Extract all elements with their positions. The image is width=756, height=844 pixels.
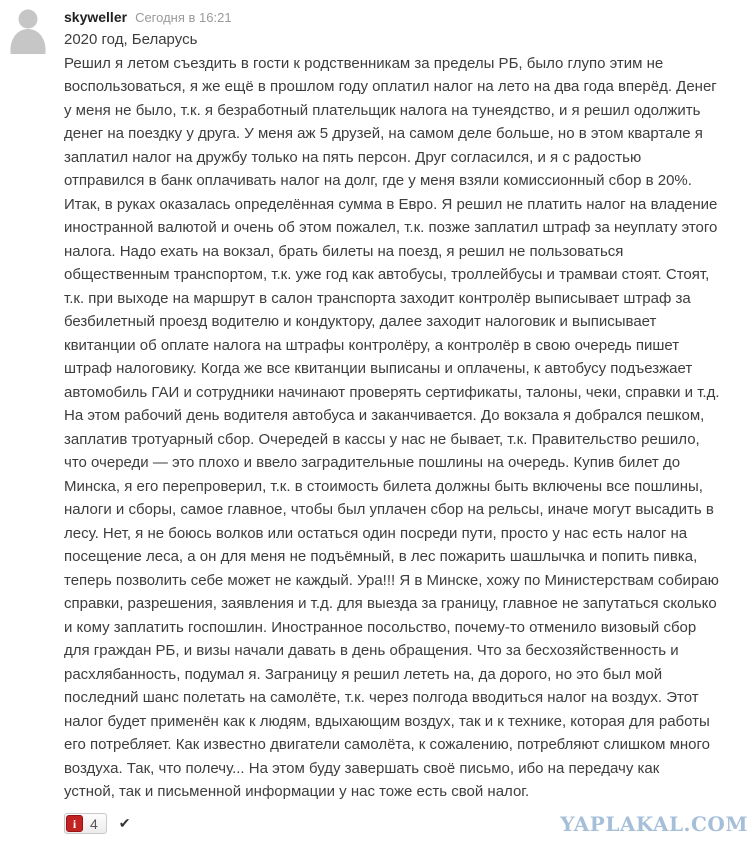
post-text-line: расхлябанность, подумал я. Заграницу я решил лететь на, да дорого, но это был мой: [64, 665, 663, 683]
post-content: [64, 8, 748, 836]
post-text-line: общественным транспортом, т.к. уже год как автобусы, троллейбусы и трамваи стоят. Стоят,: [64, 266, 710, 283]
post-text-line: заплатил налог на дружбу только на пять персон. Друг согласился, и я с радостью: [64, 148, 642, 166]
post-footer: [64, 812, 748, 836]
post-text-line: штраф налоговику. Когда же все квитанции выписаны и оплачены, к автобусу подъезжает: [64, 360, 693, 377]
post-text-line: у меня не было, т.к. я безработный плательщик налога на тунеядство, и я решил одолжить: [64, 101, 701, 119]
author-name[interactable]: skyweller: [64, 9, 128, 25]
post-text-line: 2020 год, Беларусь: [64, 31, 198, 48]
footer-controls: [64, 813, 131, 834]
post-text-line: посещение леса, а он для меня не подъёмный, в лес пожарить шашлычка и попить пивка,: [64, 548, 698, 565]
info-icon: i: [66, 815, 83, 832]
user-silhouette-icon: [8, 8, 48, 54]
post-text-line: налог будет применён как к людям, вдыхающим воздух, так и к технике, которая для работы: [64, 712, 710, 730]
check-icon[interactable]: ✔: [118, 815, 131, 831]
post-text-line: лесу. Нет, я не боюсь волков или остаться один посреди пути, просто у нас есть налог на: [64, 524, 688, 542]
post-text: [64, 28, 748, 804]
post-text-line: и кому заплатить госпошлин. Иностранное посольство, почему-то отменило визовый сбор: [64, 618, 697, 636]
info-rating-badge[interactable]: [64, 813, 107, 834]
post-text-line: теперь позволить себе может не каждый. Ура!!! Я в Минске, хожу по Министерствам собираю: [64, 571, 719, 589]
post-text-line: воздуха. Так, что полечу... На этом буду завершать своё письмо, ибо на передачу как: [64, 759, 660, 777]
post-text-line: заплатив тротуарный сбор. Очередей в кассы у нас не бывает, т.к. Правительство решило,: [64, 430, 700, 448]
post-text-line: На этом рабочий день водителя автобуса и заканчивается. До вокзала я добрался пешком,: [64, 407, 705, 424]
post-text-line: воспользоваться, я же ещё в прошлом году оплатил налог на лето на два года вперёд. Денег: [64, 78, 717, 95]
post-text-line: денег на поездку у друга. У меня аж 5 друзей, на самом деле больше, но в этом квартале я: [64, 125, 703, 142]
post-text-line: справки, разрешения, заявления и т.д. для выезда за границу, главное не запутаться сколько: [64, 595, 717, 612]
post-text-line: безбилетный проезд водителю и кондуктору, далее заходит налоговик и выписывает: [64, 313, 657, 330]
post-text-line: налоги и сборы, самое главное, чтобы был уплачен сбор на рельсы, иначе могут высадить в: [64, 501, 714, 518]
post-text-line: устной, так и письменной информации у нас тоже есть свой налог.: [64, 783, 530, 800]
avatar[interactable]: [8, 8, 48, 54]
post-text-line: Итак, в руках оказалась определённая сумма в Евро. Я решил не платить налог на владение: [64, 195, 718, 213]
post-text-line: его потребляет. Как известно двигатели самолёта, к сожалению, потребляют слишком много: [64, 736, 711, 753]
post-text-line: для граждан РБ, и визы начали давать в день обращения. Что за бесхозяйственность и: [64, 642, 679, 659]
post-text-line: Решил я летом съездить в гости к родственникам за пределы РБ, было глупо этим не: [64, 54, 664, 72]
post-text-line: налога. Надо ехать на вокзал, брать билеты на поезд, я решил не пользоваться: [64, 242, 624, 260]
rating-count: 4: [90, 815, 98, 832]
post-text-line: Минска, я его перепроверил, т.к. в стоимость билета должны быть включены все пошлины,: [64, 477, 703, 495]
post-text-line: отправился в банк оплачивать налог на долг, где у меня взяли комиссионный сбор в 20%.: [64, 172, 692, 189]
post-timestamp: Сегодня в 16:21: [135, 10, 232, 25]
post-text-line: автомобиль ГАИ и сотрудники начинают проверять сертификаты, талоны, чеки, справки и т.д.: [64, 383, 720, 401]
post-text-line: иностранной валютой и очень об этом пожалел, т.к. позже заплатил штраф за неуплату этого: [64, 219, 718, 236]
post-text-line: квитанции об оплате налога на штрафы контролёру, а контролёр в свою очередь пишет: [64, 336, 680, 354]
post-text-line: т.к. при выходе на маршрут в салон транспорта заходит контролёр выписывает штраф за: [64, 289, 691, 307]
post-header: [64, 8, 748, 26]
site-watermark: YAPLAKAL.COM: [560, 811, 748, 836]
post-text-line: последний шанс полетать на самолёте, т.к. через полгода вводиться налог на воздух. Этот: [64, 689, 699, 706]
post-text-line: что очереди — это плохо и ввело заградительные пошлины на очередь. Купив билет до: [64, 454, 681, 471]
